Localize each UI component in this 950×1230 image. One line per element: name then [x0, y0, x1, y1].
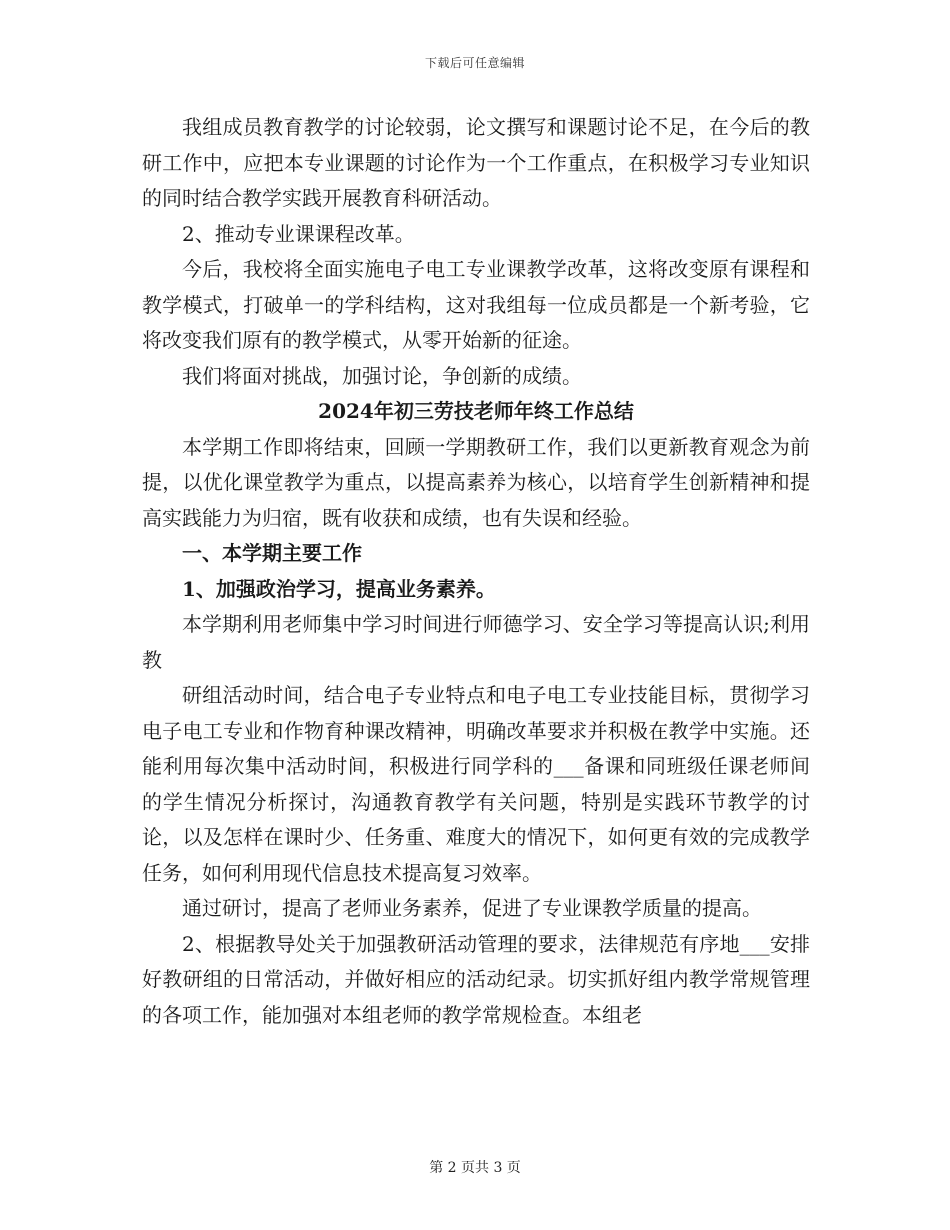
list-item-heading: 2、推动专业课课程改革。 [182, 221, 415, 246]
body-paragraph: 本学期工作即将结束，回顾一学期教研工作，我们以更新教育观念为前提，以优化课堂教学为重点，以提高素养为核心，以培育学生创新精神和提高实践能力为归宿，既有收获和成绩，也有失误和经验。 [142, 434, 810, 530]
document-body [142, 110, 810, 1033]
body-paragraph: 通过研讨，提高了老师业务素养，促进了专业课教学质量的提高。 [182, 896, 762, 920]
body-paragraph: 2、根据教导处关于加强教研活动管理的要求，法律规范有序地___安排好教研组的日常活动，并做好相应的活动纪录。切实抓好组内教学常规管理的各项工作，能加强对本组老师的教学常规检查。本组老 [142, 931, 810, 1027]
body-paragraph: 今后，我校将全面实施电子电工专业课教学改革，这将改变原有课程和教学模式，打破单一的学科结构，这对我组每一位成员都是一个新考验，它将改变我们原有的教学模式，从零开始新的征途。 [142, 257, 810, 352]
section-heading: 一、本学期主要工作 [182, 541, 362, 565]
document-title: 2024年初三劳技老师年终工作总结 [318, 399, 634, 423]
body-paragraph: 我们将面对挑战，加强讨论，争创新的成绩。 [182, 363, 582, 388]
subsection-heading: 1、加强政治学习，提高业务素养。 [182, 576, 496, 601]
page-footer: 第 2 页共 3 页 [429, 1160, 521, 1176]
body-paragraph: 研组活动时间，结合电子专业特点和电子电工专业技能目标，贯彻学习电子电工专业和作物育种课改精神，明确改革要求并积极在教学中实施。还能利用每次集中活动时间，积极进行同学科的___备课和同班级任课老师间的学生情况分析探讨，沟通教育教学有关问题，特别是实践环节教学的讨论，以及怎样在课时少、任务重、难度大的情况下，如何更有效的完成教学任务，如何利用现代信息技术提高复习效率。 [142, 683, 810, 885]
body-paragraph: 我组成员教育教学的讨论较弱，论文撰写和课题讨论不足，在今后的教研工作中，应把本专业课题的讨论作为一个工作重点，在积极学习专业知识的同时结合教学实践开展教育科研活动。 [142, 115, 810, 210]
page-header: 下载后可任意编辑 [424, 56, 525, 70]
body-paragraph: 本学期利用老师集中学习时间进行师德学习、安全学习等提高认识;利用教 [142, 612, 810, 672]
